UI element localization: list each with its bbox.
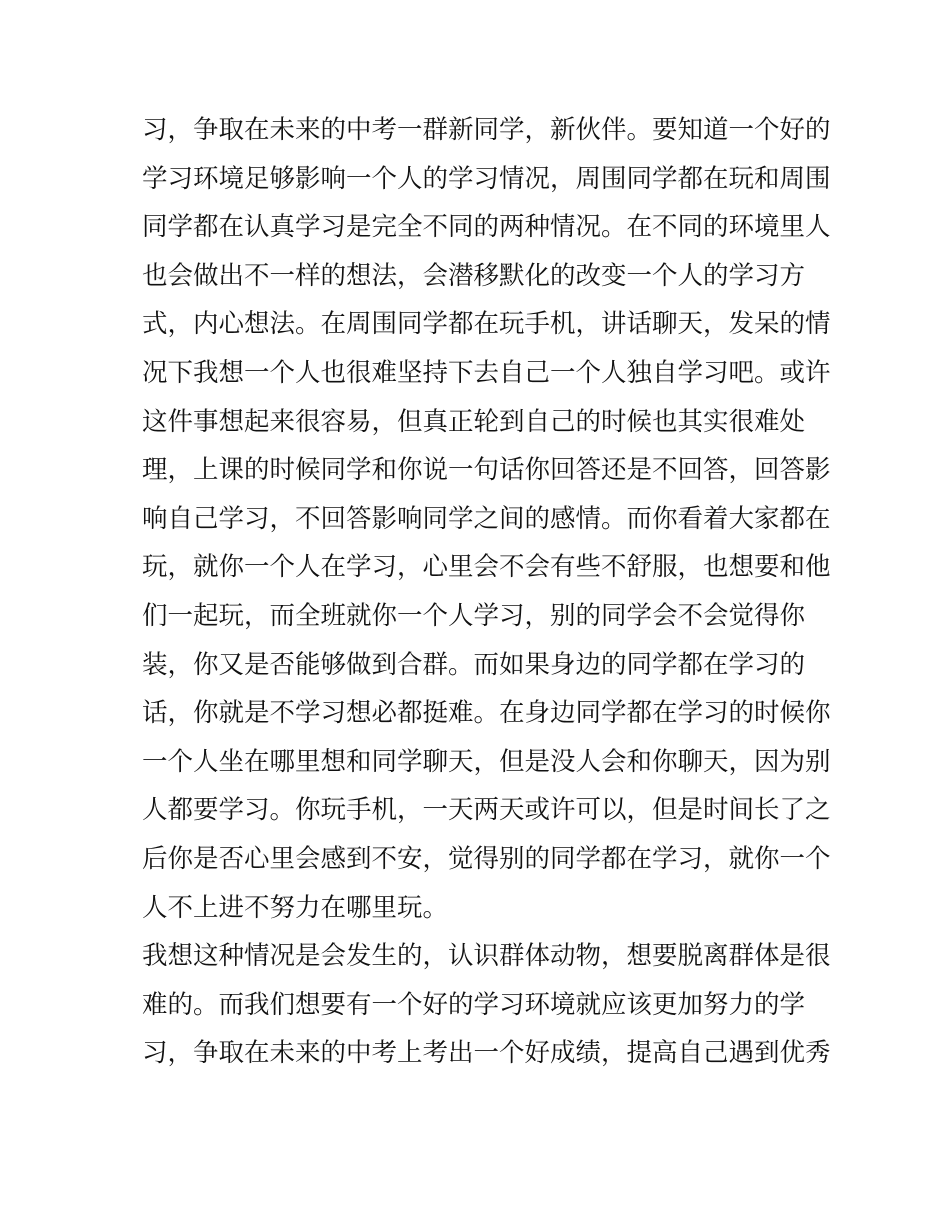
text-line: 玩，就你一个人在学习，心里会不会有些不舒服，也想要和他 <box>142 552 831 583</box>
text-line: 况下我想一个人也很难坚持下去自己一个人独自学习吧。或许 <box>142 357 831 388</box>
text-line: 们一起玩，而全班就你一个人学习，别的同学会不会觉得你 <box>142 600 806 631</box>
text-line: 理，上课的时候同学和你说一句话你回答还是不回答，回答影 <box>142 455 831 486</box>
text-line: 后你是否心里会感到不安，觉得别的同学都在学习，就你一个 <box>142 843 831 874</box>
text-line: 一个人坐在哪里想和同学聊天，但是没人会和你聊天，因为别 <box>142 746 831 777</box>
text-line: 也会做出不一样的想法，会潜移默化的改变一个人的学习方 <box>142 260 806 291</box>
text-line: 学习环境足够影响一个人的学习情况，周围同学都在玩和周围 <box>142 163 831 194</box>
text-line: 话，你就是不学习想必都挺难。在身边同学都在学习的时候你 <box>142 698 831 729</box>
text-line: 习，争取在未来的中考上考出一个好成绩，提高自己遇到优秀 <box>142 1038 831 1069</box>
text-line: 人不上进不努力在哪里玩。 <box>142 892 449 923</box>
text-line: 人都要学习。你玩手机，一天两天或许可以，但是时间长了之 <box>142 795 831 826</box>
text-line: 我想这种情况是会发生的，认识群体动物，想要脱离群体是很 <box>142 941 831 972</box>
text-line: 装，你又是否能够做到合群。而如果身边的同学都在学习的 <box>142 649 806 680</box>
text-line: 响自己学习，不回答影响同学之间的感情。而你看着大家都在 <box>142 503 831 534</box>
text-line: 这件事想起来很容易，但真正轮到自己的时候也其实很难处 <box>142 406 806 437</box>
body-text <box>142 106 831 1078</box>
text-line: 难的。而我们想要有一个好的学习环境就应该更加努力的学 <box>142 989 806 1020</box>
text-line: 同学都在认真学习是完全不同的两种情况。在不同的环境里人 <box>142 212 831 243</box>
text-line: 式，内心想法。在周围同学都在玩手机，讲话聊天，发呆的情 <box>142 309 831 340</box>
text-line: 习，争取在未来的中考一群新同学，新伙伴。要知道一个好的 <box>142 115 831 145</box>
